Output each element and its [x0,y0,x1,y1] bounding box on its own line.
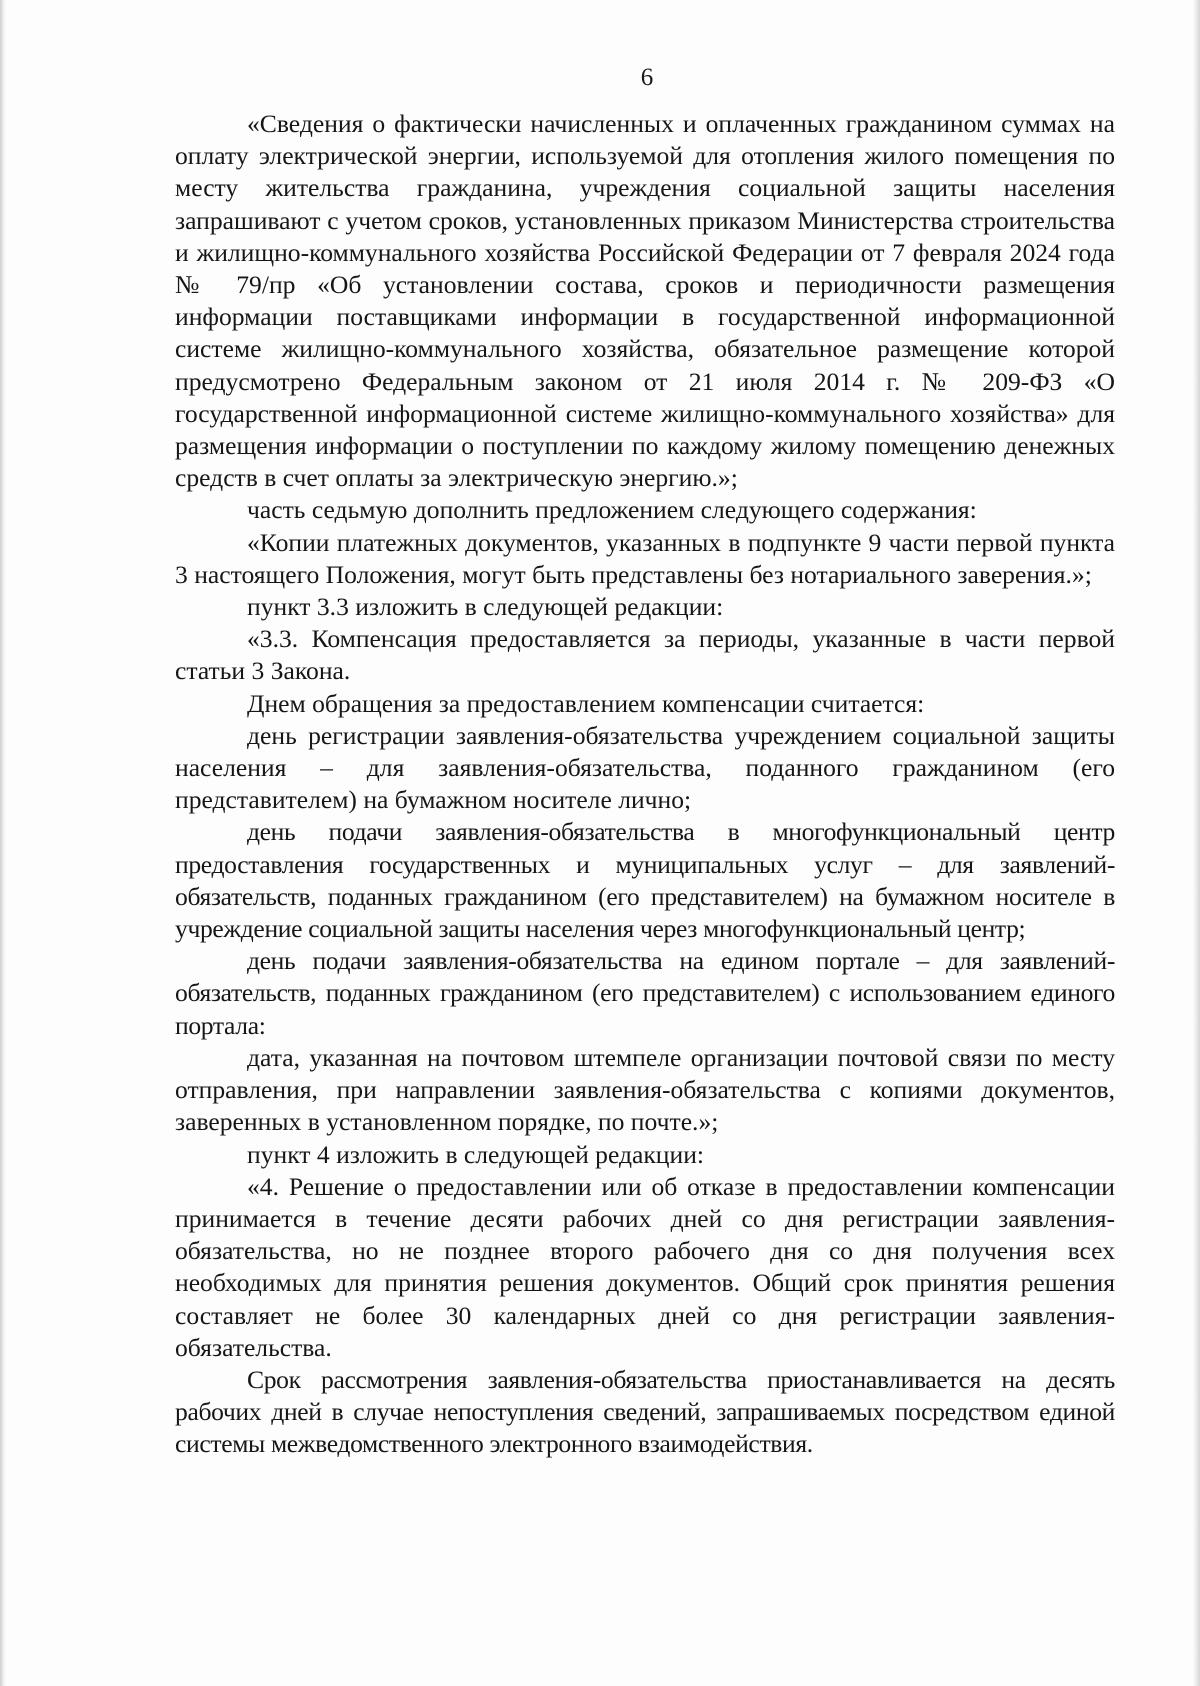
document-body [175,108,1115,1461]
paragraph-electricity-info: «Сведения о фактически начисленных и оплаченных гражданином суммах на оплату электрической энергии, используемой для отопления жилого помещения по месту жительства гражданина, учреждения социальной защиты населения запрашивают с учетом сроков, установленных приказом Министерства строительства и жилищно-коммунального хозяйства Российской Федерации от 7 февраля 2024 года № 79/пр «Об установлении состава, сроков и периодичности размещения информации поставщиками информации в государственной информационной системе жилищно-коммунального хозяйства, обязательное размещение которой предусмотрено Федеральным законом от 21 июля 2014 г. № 209-ФЗ «О государственной информационной системе жилищно-коммунального хозяйства» для размещения информации о поступлении по каждому жилому помещению денежных средств в счет оплаты за электрическую энергию.»; [175,109,1115,493]
paragraph-item-3-3-text: «3.3. Компенсация предоставляется за периоды, указанные в части первой статьи 3 Закона. [175,624,1115,686]
paragraph-mfc-submission-day: день подачи заявления-обязательства в многофункциональный центр предоставления государственных и муниципальных услуг – для заявлений-обязательств, поданных гражданином (его представителем) на бумажном носителе в учреждение социальной защиты населения через многофункциональный центр; [175,817,1115,944]
paragraph-item-4-amendment: пункт 4 изложить в следующей редакции: [247,1139,705,1169]
paragraph-payment-copies: «Копии платежных документов, указанных в подпункте 9 части первой пункта 3 настоящего Положения, могут быть представлены без нотариального заверения.»; [175,527,1115,589]
paragraph-part-seven-amendment: часть седьмую дополнить предложением следующего содержания: [247,495,977,525]
paragraph-portal-submission-day: день подачи заявления-обязательства на едином портале – для заявлений-обязательств, поданных гражданином (его представителем) с использованием единого портала: [175,946,1115,1040]
paragraph-item-3-3-amendment: пункт 3.3 изложить в следующей редакции: [247,592,724,622]
paragraph-registration-day: день регистрации заявления-обязательства учреждением социальной защиты населения – для заявления-обязательства, поданного гражданином (его представителем) на бумажном носителе лично; [175,720,1115,815]
page-number: 6 [640,64,654,91]
paragraph-item-4-decision: «4. Решение о предоставлении или об отказе в предоставлении компенсации принимается в течение десяти рабочих дней со дня регистрации заявления-обязательства, но не позднее второго рабочего дня со дня получения всех необходимых для принятия решения документов. Общий срок принятия решения составляет не более 30 календарных дней со дня регистрации заявления-обязательства. [175,1171,1115,1362]
paragraph-postmark-date: дата, указанная на почтовом штемпеле организации почтовой связи по месту отправления, при направлении заявления-обязательства с копиями документов, заверенных в установленном порядке, по почте.»; [175,1042,1115,1137]
paragraph-review-suspension: Срок рассмотрения заявления-обязательства приостанавливается на десять рабочих дней в случае непоступления сведений, запрашиваемых посредством единой системы межведомственного электронного взаимодействия. [175,1364,1115,1459]
paragraph-application-day: Днем обращения за предоставлением компенсации считается: [247,688,925,718]
